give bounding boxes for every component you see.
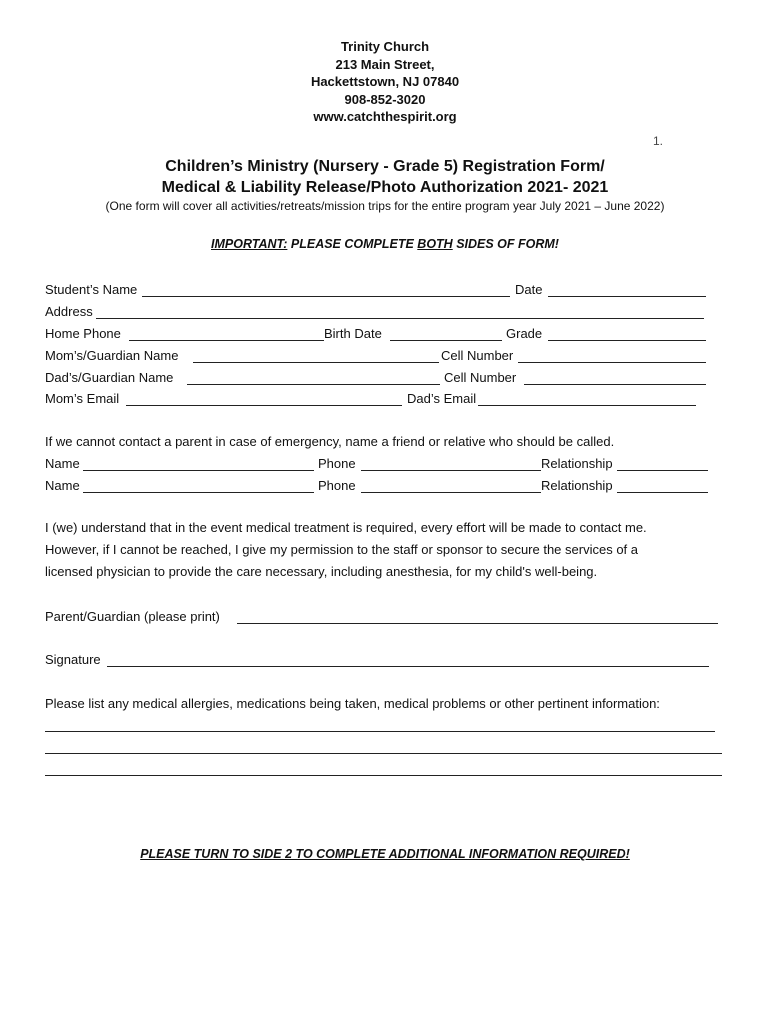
date-label: Date bbox=[515, 282, 543, 297]
emergency-relationship-field[interactable] bbox=[617, 470, 708, 471]
dad-email-label: Dad’s Email bbox=[407, 391, 477, 406]
student-row bbox=[45, 281, 710, 299]
mom-cell-field[interactable] bbox=[518, 362, 706, 363]
grade-field[interactable] bbox=[548, 340, 706, 341]
student-name-label: Student’s Name bbox=[45, 282, 138, 297]
birth-date-field[interactable] bbox=[390, 340, 502, 341]
emergency-intro: If we cannot contact a parent in case of emergency, name a friend or relative who should be called. bbox=[45, 434, 615, 449]
parent-print-row bbox=[45, 608, 720, 626]
mom-row bbox=[45, 347, 710, 365]
home-phone-field[interactable] bbox=[129, 340, 324, 341]
page-corner-mark: 1. bbox=[653, 134, 664, 148]
church-website: www.catchthespirit.org bbox=[313, 109, 457, 124]
emergency-contact-row bbox=[45, 455, 710, 473]
emergency-name-field[interactable] bbox=[83, 492, 314, 493]
mom-name-field[interactable] bbox=[193, 362, 439, 363]
address-row bbox=[45, 303, 710, 321]
signature-label: Signature bbox=[45, 652, 101, 667]
medical-prompt: Please list any medical allergies, medications being taken, medical problems or other pertinent information: bbox=[45, 696, 660, 711]
emergency-relationship-label: Relationship bbox=[541, 456, 613, 471]
church-header bbox=[0, 38, 770, 126]
emergency-phone-field[interactable] bbox=[361, 470, 541, 471]
form-title-line-1: Children’s Ministry (Nursery - Grade 5) Registration Form/ bbox=[165, 158, 605, 175]
mom-name-label: Mom’s/Guardian Name bbox=[45, 348, 179, 363]
consent-paragraph bbox=[45, 517, 735, 583]
date-field[interactable] bbox=[548, 296, 706, 297]
emergency-name-label: Name bbox=[45, 478, 80, 493]
consent-line-1: I (we) understand that in the event medical treatment is required, every effort will be made to contact me. bbox=[45, 520, 647, 535]
dad-row bbox=[45, 369, 710, 387]
phone-birth-grade-row bbox=[45, 325, 710, 343]
important-suffix: SIDES OF FORM! bbox=[452, 237, 559, 251]
emergency-contact-row bbox=[45, 477, 710, 495]
email-row bbox=[45, 390, 710, 408]
emergency-relationship-label: Relationship bbox=[541, 478, 613, 493]
turn-page-notice: PLEASE TURN TO SIDE 2 TO COMPLETE ADDITIONAL INFORMATION REQUIRED! bbox=[140, 847, 630, 861]
home-phone-label: Home Phone bbox=[45, 326, 121, 341]
birth-date-label: Birth Date bbox=[324, 326, 382, 341]
medical-info-line[interactable] bbox=[45, 753, 722, 754]
form-title-line-2: Medical & Liability Release/Photo Authorization 2021- 2021 bbox=[161, 179, 609, 196]
dad-cell-field[interactable] bbox=[524, 384, 706, 385]
emergency-phone-label: Phone bbox=[318, 478, 356, 493]
signature-field[interactable] bbox=[107, 666, 709, 667]
church-street: 213 Main Street, bbox=[335, 56, 435, 72]
dad-name-label: Dad’s/Guardian Name bbox=[45, 370, 174, 385]
signature-row bbox=[45, 651, 720, 669]
important-notice bbox=[0, 237, 770, 251]
dad-cell-label: Cell Number bbox=[444, 370, 517, 385]
parent-print-field[interactable] bbox=[237, 623, 718, 624]
dad-name-field[interactable] bbox=[187, 384, 440, 385]
student-name-field[interactable] bbox=[142, 296, 510, 297]
consent-line-3: licensed physician to provide the care necessary, including anesthesia, for my child's well-being. bbox=[45, 564, 598, 579]
church-city: Hackettstown, NJ 07840 bbox=[310, 74, 460, 89]
medical-info-line[interactable] bbox=[45, 731, 715, 732]
emergency-name-field[interactable] bbox=[83, 470, 314, 471]
address-label: Address bbox=[45, 304, 93, 319]
important-middle: PLEASE COMPLETE bbox=[287, 237, 418, 251]
form-title bbox=[0, 156, 770, 198]
church-phone: 908-852-3020 bbox=[344, 91, 426, 107]
address-field[interactable] bbox=[96, 318, 704, 319]
church-name: Trinity Church bbox=[340, 39, 430, 54]
parent-print-label: Parent/Guardian (please print) bbox=[45, 609, 220, 624]
mom-email-label: Mom’s Email bbox=[45, 391, 120, 406]
important-prefix: IMPORTANT: bbox=[211, 237, 288, 251]
emergency-phone-field[interactable] bbox=[361, 492, 541, 493]
dad-email-field[interactable] bbox=[478, 405, 696, 406]
consent-line-2: However, if I cannot be reached, I give my permission to the staff or sponsor to secure the services of a bbox=[45, 542, 638, 557]
grade-label: Grade bbox=[506, 326, 543, 341]
mom-cell-label: Cell Number bbox=[441, 348, 514, 363]
mom-email-field[interactable] bbox=[126, 405, 402, 406]
emergency-relationship-field[interactable] bbox=[617, 492, 708, 493]
medical-info-line[interactable] bbox=[45, 775, 722, 776]
form-subtitle: (One form will cover all activities/retreats/mission trips for the entire program year July 2021 – June 2022) bbox=[105, 199, 665, 213]
emergency-phone-label: Phone bbox=[318, 456, 356, 471]
important-emphasis: BOTH bbox=[417, 237, 453, 251]
emergency-name-label: Name bbox=[45, 456, 80, 471]
